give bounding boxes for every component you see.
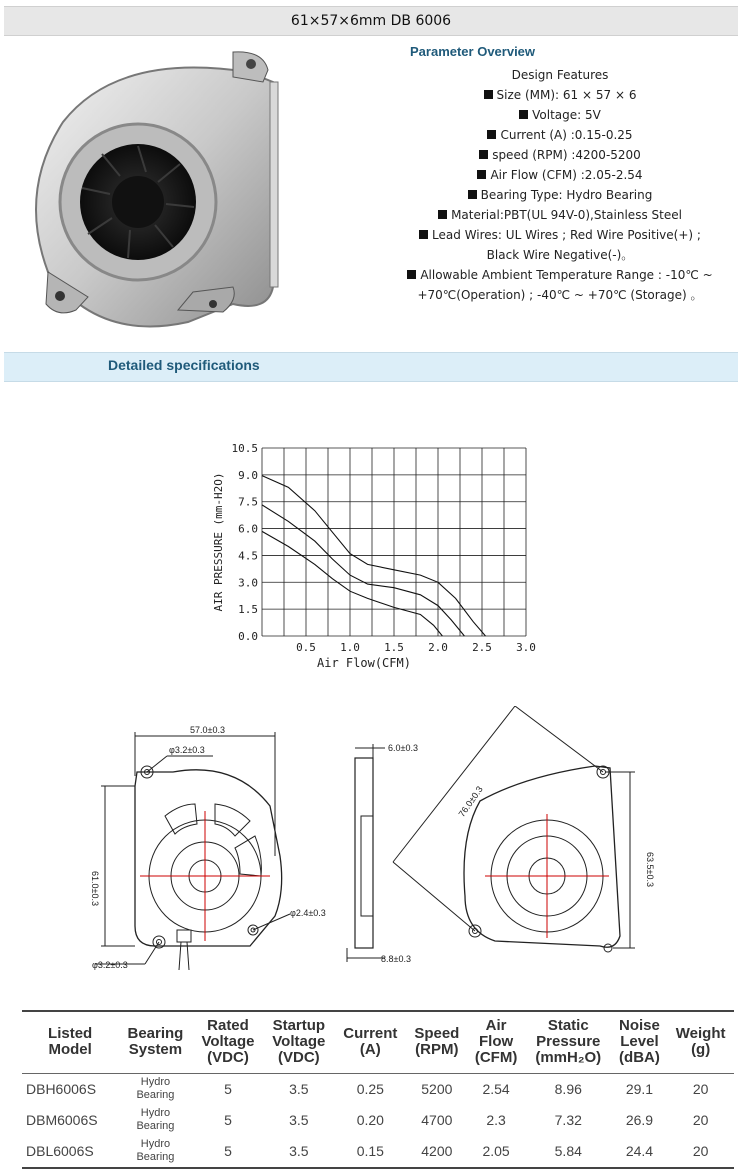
col-header-current: Current (A) (343, 1025, 398, 1059)
dimension-drawing (85, 706, 655, 986)
cell-startup-voltage: 3.5 (289, 1112, 309, 1128)
cell-airflow: 2.05 (482, 1143, 510, 1159)
col-header-airflow: Air Flow (CFM) (474, 1017, 518, 1067)
cell-airflow: 2.54 (482, 1081, 510, 1097)
feature-current: Current (A) :0.15-0.25 (395, 125, 725, 145)
dim-width-label: 57.0±0.3 (190, 725, 225, 735)
cell-current: 0.15 (356, 1143, 384, 1159)
feature-lead-wires-cont: Black Wire Negative(-)。 (486, 248, 634, 262)
dim-hole-bottom-label: φ3.2±0.3 (92, 960, 128, 970)
cell-speed: 4200 (421, 1143, 453, 1159)
feature-temperature-cont: +70℃(Operation) ; -40℃ ~ +70℃ (Storage) 。 (417, 288, 703, 302)
bullet-square-icon (479, 150, 488, 159)
x-tick-label: 0.5 (296, 641, 316, 654)
table-row (22, 1073, 734, 1105)
cell-pressure: 7.32 (554, 1112, 582, 1128)
pq-curve-chart (206, 438, 546, 678)
fan-product-photo (18, 42, 288, 332)
detailed-specs-bar (4, 352, 738, 382)
feature-material: Material:PBT(UL 94V-0),Stainless Steel (395, 205, 725, 225)
cell-rated-voltage: 5 (224, 1081, 232, 1097)
dim-depth-label: 8.8±0.3 (381, 954, 411, 964)
x-tick-label: 1.0 (340, 641, 360, 654)
table-header-row (22, 1011, 734, 1073)
col-header-weight: Weight (g) (675, 1025, 726, 1059)
cell-bearing: Hydro Bearing (136, 1107, 175, 1132)
col-header-pressure: Static Pressure (mmH₂O) (535, 1017, 602, 1067)
col-header-startup-voltage: Startup Voltage (VDC) (272, 1017, 326, 1067)
design-features-heading: Design Features (511, 68, 609, 82)
detailed-specs-title: Detailed specifications (108, 357, 260, 373)
product-title: 61×57×6mm DB 6006 (290, 13, 452, 29)
y-tick-label: 4.5 (238, 549, 258, 563)
cell-noise: 29.1 (625, 1081, 654, 1097)
series-line-3 (262, 531, 442, 636)
series-line-2 (262, 505, 464, 636)
bullet-square-icon (419, 230, 428, 239)
bullet-square-icon (484, 90, 493, 99)
overview-title: Parameter Overview (410, 44, 536, 59)
cell-weight: 20 (692, 1143, 709, 1159)
y-tick-label: 7.5 (238, 495, 258, 509)
cell-speed: 4700 (421, 1112, 453, 1128)
cell-bearing: Hydro Bearing (136, 1076, 175, 1101)
dim-side-label: 63.5±0.3 (645, 852, 655, 887)
cell-startup-voltage: 3.5 (289, 1081, 309, 1097)
col-header-bearing: Bearing System (127, 1025, 184, 1059)
cell-model: DBM6006S (26, 1112, 98, 1128)
bullet-square-icon (477, 170, 486, 179)
bullet-square-icon (407, 270, 416, 279)
bullet-square-icon (438, 210, 447, 219)
x-tick-label: 2.5 (472, 641, 492, 654)
table-row (22, 1136, 734, 1168)
cell-model: DBL6006S (26, 1143, 94, 1159)
dim-diagonal-label: 76.0±0.3 (456, 784, 485, 819)
cell-model: DBH6006S (26, 1081, 97, 1097)
y-tick-label: 0.0 (238, 630, 258, 643)
col-header-noise: Noise Level (dBA) (619, 1017, 660, 1067)
dim-hole-top-label: φ3.2±0.3 (169, 745, 205, 755)
cell-weight: 20 (692, 1081, 709, 1097)
feature-temperature: Allowable Ambient Temperature Range : -10℃ ~ (395, 265, 725, 285)
col-header-speed: Speed (RPM) (414, 1025, 460, 1059)
x-tick-label: 1.5 (384, 641, 404, 654)
specifications-table (22, 1010, 734, 1169)
feature-voltage: Voltage: 5V (395, 105, 725, 125)
y-tick-label: 10.5 (231, 442, 258, 455)
cell-startup-voltage: 3.5 (289, 1143, 309, 1159)
cell-noise: 24.4 (625, 1143, 654, 1159)
y-axis-label: AIR PRESSURE (mm-H2O) (212, 472, 225, 612)
col-header-rated-voltage: Rated Voltage (VDC) (201, 1017, 255, 1067)
y-tick-label: 9.0 (238, 468, 258, 482)
dim-thickness-label: 6.0±0.3 (388, 743, 418, 753)
cell-weight: 20 (692, 1112, 709, 1128)
bullet-square-icon (487, 130, 496, 139)
cell-speed: 5200 (421, 1081, 453, 1097)
x-tick-label: 2.0 (428, 641, 448, 654)
x-tick-label: 3.0 (516, 641, 536, 654)
cell-pressure: 5.84 (554, 1143, 582, 1159)
y-tick-label: 1.5 (238, 603, 258, 617)
dim-height-label: 61.0±0.3 (90, 871, 100, 906)
table-row (22, 1105, 734, 1136)
product-title-bar (4, 6, 738, 36)
feature-speed: speed (RPM) :4200-5200 (395, 145, 725, 165)
feature-size: Size (MM): 61 × 57 × 6 (395, 85, 725, 105)
dim-hole-right-label: φ2.4±0.3 (290, 908, 326, 918)
cell-noise: 26.9 (625, 1112, 654, 1128)
x-axis-label: Air Flow(CFM) (317, 656, 411, 670)
cell-pressure: 8.96 (554, 1081, 582, 1097)
cell-rated-voltage: 5 (224, 1112, 232, 1128)
overview-feature-list (395, 65, 725, 305)
feature-airflow: Air Flow (CFM) :2.05-2.54 (395, 165, 725, 185)
y-tick-label: 6.0 (238, 522, 258, 536)
y-tick-label: 3.0 (238, 576, 258, 590)
bullet-square-icon (519, 110, 528, 119)
cell-current: 0.25 (356, 1081, 384, 1097)
bullet-square-icon (468, 190, 477, 199)
cell-bearing: Hydro Bearing (136, 1138, 175, 1163)
col-header-model: Listed Model (48, 1025, 93, 1059)
feature-lead-wires: Lead Wires: UL Wires ; Red Wire Positive(+) ; (395, 225, 725, 245)
cell-rated-voltage: 5 (224, 1143, 232, 1159)
parameter-overview (395, 44, 725, 305)
cell-current: 0.20 (356, 1112, 384, 1128)
feature-bearing: Bearing Type: Hydro Bearing (395, 185, 725, 205)
cell-airflow: 2.3 (486, 1112, 506, 1128)
